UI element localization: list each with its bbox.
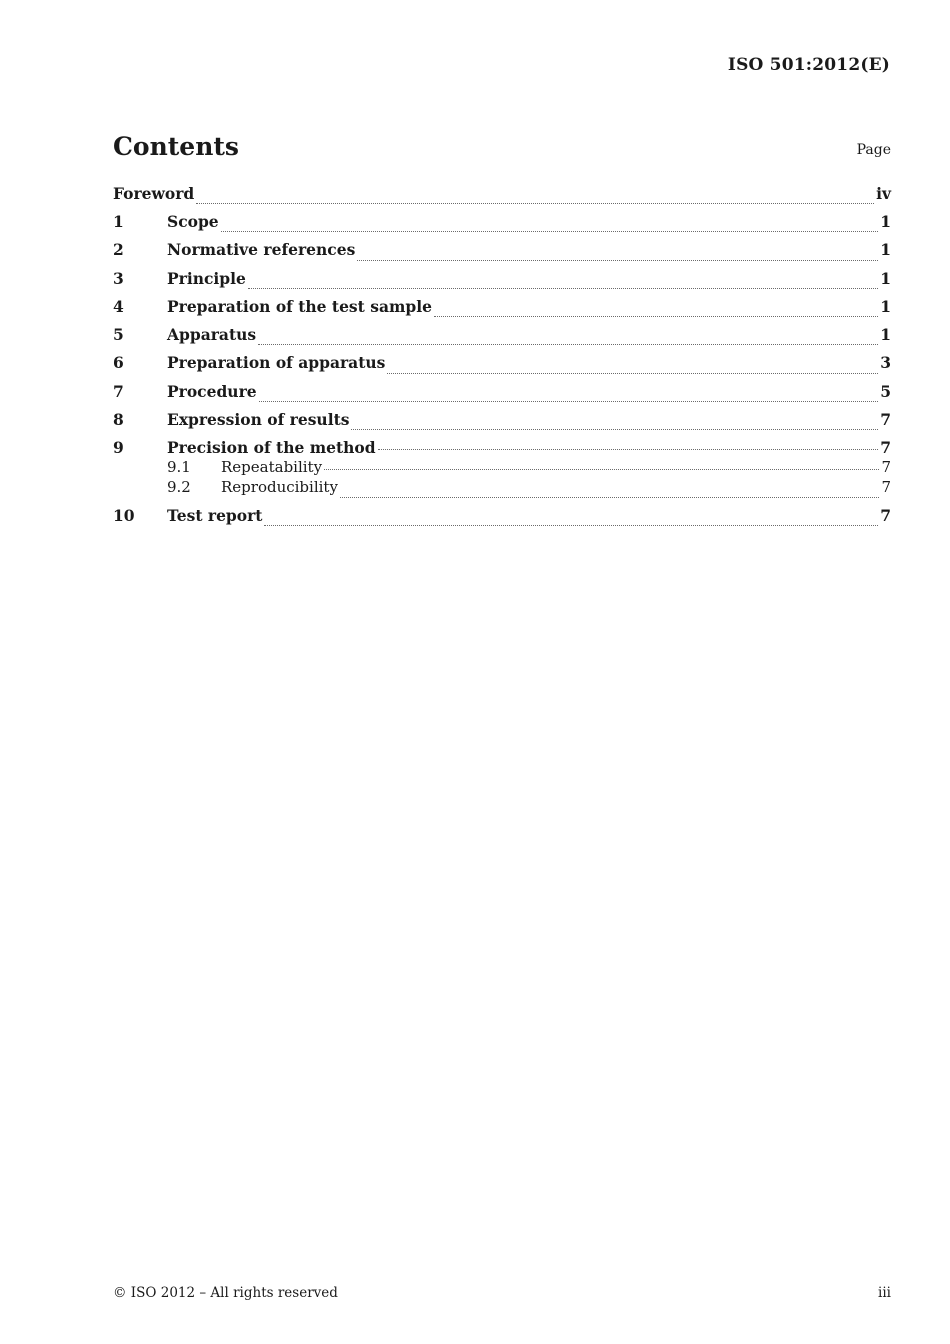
toc-entry-page: 1 [880, 325, 891, 345]
toc-entry-apparatus[interactable] [113, 325, 891, 353]
toc-entry-page: 7 [880, 438, 891, 458]
toc-entry-page: 1 [880, 296, 891, 316]
toc-entry-title: Preparation of the test sample [167, 296, 432, 316]
toc-entry-preparation-apparatus[interactable] [113, 353, 891, 381]
toc-entry-test-report[interactable] [113, 506, 891, 534]
toc-entry-number: 10 [113, 505, 135, 525]
page-number: iii [878, 1285, 891, 1301]
toc-entry-expression-of-results[interactable] [113, 410, 891, 438]
toc-entry-page: 7 [881, 477, 891, 496]
toc-entry-title: Apparatus [167, 325, 257, 345]
toc-entry-page: 7 [880, 505, 891, 525]
toc-entry-number: 8 [113, 410, 124, 430]
table-of-contents [113, 184, 891, 534]
toc-entry-precision-of-method[interactable] [113, 438, 891, 458]
toc-dot-leader [248, 287, 878, 289]
toc-dot-leader [387, 372, 878, 374]
toc-entry-number: 2 [113, 240, 124, 260]
toc-dot-leader [258, 343, 878, 345]
toc-entry-number: 6 [113, 353, 124, 373]
toc-dot-leader [196, 202, 874, 204]
contents-heading-row [113, 130, 891, 166]
toc-entry-number: 5 [113, 325, 124, 345]
toc-entry-normative-references[interactable] [113, 240, 891, 268]
toc-entry-title: Procedure [167, 381, 257, 401]
toc-entry-title: Repeatability [221, 458, 323, 477]
toc-entry-repeatability[interactable] [113, 458, 891, 478]
toc-dot-leader [324, 468, 879, 470]
toc-entry-principle[interactable] [113, 269, 891, 297]
toc-entry-page: iv [876, 184, 891, 203]
copyright-notice: © ISO 2012 – All rights reserved [113, 1285, 338, 1301]
toc-entry-page: 1 [880, 212, 891, 231]
toc-entry-number: 9 [113, 438, 124, 458]
contents-title: Contents [113, 132, 240, 161]
toc-entry-page: 1 [880, 240, 891, 260]
toc-entry-number: 9.1 [167, 458, 191, 477]
toc-entry-page: 7 [880, 410, 891, 430]
toc-entry-page: 5 [880, 381, 891, 401]
toc-entry-number: 4 [113, 296, 124, 316]
toc-entry-scope[interactable] [113, 212, 891, 240]
toc-entry-page: 1 [880, 268, 891, 288]
toc-entry-title: Principle [167, 268, 246, 288]
toc-dot-leader [264, 524, 878, 526]
toc-entry-title: Precision of the method [167, 438, 376, 458]
toc-entry-page: 7 [881, 458, 891, 477]
toc-entry-procedure[interactable] [113, 382, 891, 410]
toc-entry-number: 7 [113, 381, 124, 401]
toc-dot-leader [340, 496, 880, 498]
toc-dot-leader [378, 448, 879, 450]
toc-dot-leader [351, 428, 878, 430]
page-column-label: Page [856, 142, 891, 158]
toc-dot-leader [357, 259, 878, 261]
toc-entry-page: 3 [880, 353, 891, 373]
toc-entry-preparation-test-sample[interactable] [113, 297, 891, 325]
toc-entry-number: 1 [113, 212, 124, 231]
toc-entry-title: Preparation of apparatus [167, 353, 386, 373]
toc-entry-title: Test report [167, 505, 263, 525]
toc-entry-number: 3 [113, 268, 124, 288]
toc-dot-leader [221, 230, 879, 232]
toc-dot-leader [259, 400, 879, 402]
toc-entry-foreword[interactable] [113, 184, 891, 212]
document-identifier: ISO 501:2012(E) [727, 55, 890, 75]
toc-entry-reproducibility[interactable] [113, 478, 891, 506]
toc-entry-title: Foreword [113, 184, 195, 203]
toc-entry-title: Expression of results [167, 410, 350, 430]
toc-entry-title: Normative references [167, 240, 356, 260]
toc-entry-title: Reproducibility [221, 477, 338, 496]
toc-entry-title: Scope [167, 212, 219, 231]
toc-entry-number: 9.2 [167, 477, 191, 496]
toc-dot-leader [434, 315, 878, 317]
